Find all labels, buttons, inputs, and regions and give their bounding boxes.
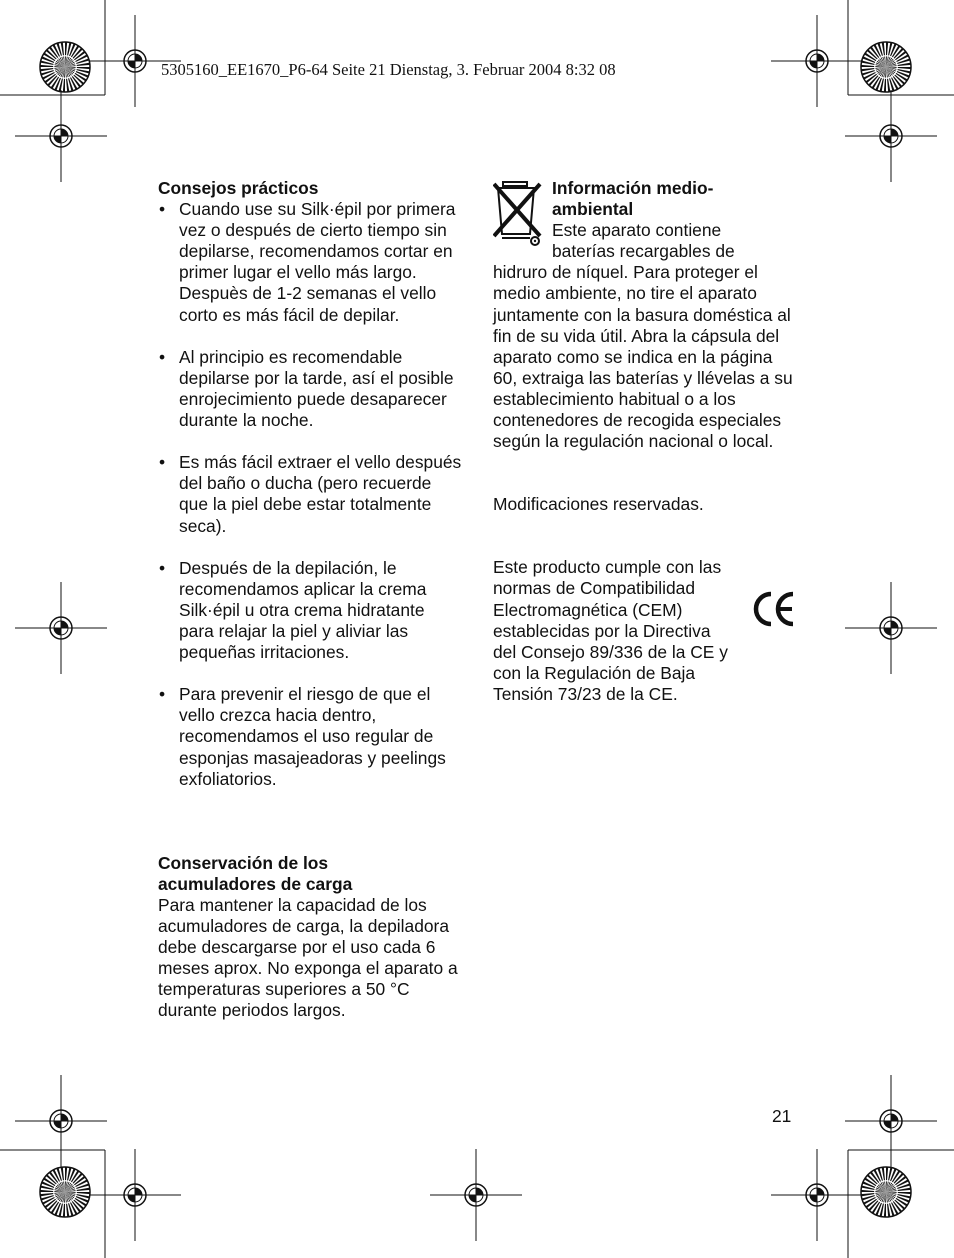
ce-compliance-text: Este producto cumple con las normas de Compatibilidad Electromagnética (CEM) establecidas por la Directiva del Consejo 89/336 de la CE y con la Regulación de Baja Tensión 73/23 de la CE.	[493, 557, 728, 704]
env-text-line-1: Este aparato contiene	[552, 220, 722, 241]
tip-item: • Después de la depilación, le recomendamos aplicar la crema Silk·épil u otra crema hidratante para relajar la piel y aliviar las pequeñas irritaciones.	[158, 558, 463, 663]
registration-starburst	[40, 42, 90, 92]
registration-crosshair	[771, 15, 863, 107]
registration-crosshair	[845, 90, 937, 182]
registration-starburst	[40, 1167, 90, 1217]
registration-crosshair	[15, 582, 107, 674]
registration-crosshair	[771, 1149, 863, 1241]
battery-heading-line-1: Conservación de los	[158, 852, 329, 873]
registration-crosshair	[845, 582, 937, 674]
env-heading-line-1: Información medio-	[552, 178, 714, 198]
registration-crosshair	[15, 90, 107, 182]
registration-crosshair	[430, 1149, 522, 1241]
page-number: 21	[772, 1106, 792, 1126]
ce-mark-icon	[752, 588, 796, 630]
env-text: hidruro de níquel. Para proteger el medio ambiente, no tire el aparato juntamente con la basura doméstica al fin de su vida útil. Abra la cápsula del aparato como se indica en la página 60, extraiga las baterías y llévelas a su establecimiento habitual o a los contenedores de recogida especiales según la regulación nacional o local.	[493, 262, 793, 452]
modifications-note: Modificaciones reservadas.	[493, 494, 704, 515]
env-text-line-2: baterías recargables de	[552, 241, 735, 262]
battery-text: Para mantener la capacidad de los acumuladores de carga, la depiladora debe descargarse por el uso cada 6 meses aprox. No exponga el aparato a temperaturas superiores a 50 °C durante periodos largos.	[158, 895, 458, 1021]
battery-heading-line-2: acumuladores de carga	[158, 873, 353, 894]
env-heading-line-2: ambiental	[552, 199, 634, 220]
registration-crosshair	[845, 1075, 937, 1167]
registration-crosshair	[15, 1075, 107, 1167]
registration-crosshair	[89, 1149, 181, 1241]
tip-item: • Al principio es recomendable depilarse por la tarde, así el posible enrojecimiento puede desaparecer durante la noche.	[158, 347, 463, 431]
tip-item: • Es más fácil extraer el vello después del baño o ducha (pero recuerde que la piel debe estar totalmente seca).	[158, 452, 463, 536]
print-header: 5305160_EE1670_P6-64 Seite 21 Dienstag, 3. Februar 2004 8:32 08	[161, 60, 616, 79]
crossed-out-bin-icon	[493, 180, 543, 248]
tip-item: • Cuando use su Silk·épil por primera vez o después de cierto tiempo sin depilarse, recomendamos cortar en primer lugar el vello más largo. Despuès de 1-2 semanas el vello corto es más fácil de depilar.	[158, 199, 463, 326]
registration-starburst	[861, 1167, 911, 1217]
registration-starburst	[861, 42, 911, 92]
tips-list	[158, 199, 463, 790]
environmental-section	[493, 178, 798, 452]
left-column	[158, 178, 463, 1022]
tip-item: • Para prevenir el riesgo de que el vello crezca hacia dentro, recomendamos el uso regular de esponjas masajeadoras y peelings exfoliatorios.	[158, 684, 463, 789]
tips-heading: Consejos prácticos	[158, 178, 319, 198]
